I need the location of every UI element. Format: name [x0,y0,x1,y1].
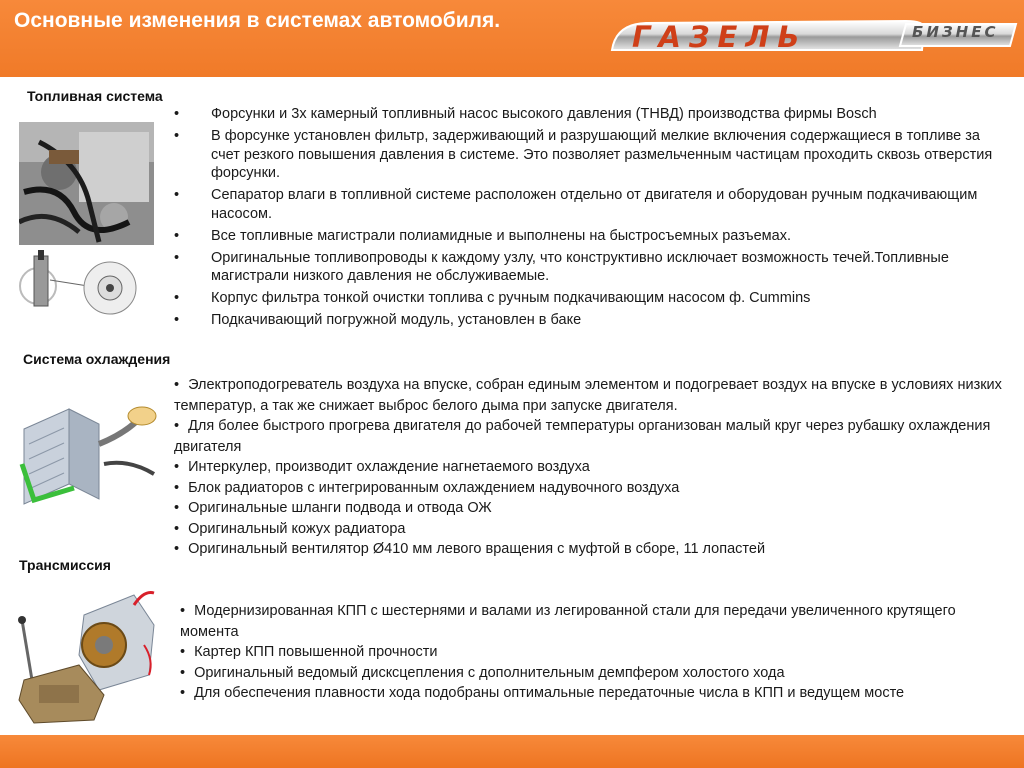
logo-sub-text: БИЗНЕС [912,23,999,41]
footer-bar [0,735,1024,768]
bullet-icon: • [180,685,186,701]
bullet-icon: • [180,664,186,681]
list-item: • Все топливные магистрали полиамидные и выполнены на быстросъемных разъемах. [174,227,791,244]
list-item: • Оригинальный вентилятор Ø410 мм левого вращения с муфтой в сборе, 11 лопастей [174,541,766,557]
list-item: • В форсунке установлен фильтр, задерживающий и разрушающий мелкие включения содержащиеся в топливе за счет резкого повышения давления в системе. Это позволяет размельченным частицам проходить сквозь отверстия форсунки. [174,128,993,181]
list-item: • Форсунки и 3х камерный топливный насос высокого давления (ТНВД) производства фирмы Bosch [174,106,877,122]
list-item: • Для более быстрого прогрева двигателя до рабочей температуры организован малый круг через рубашку охлаждения двигателя [174,418,991,455]
fuel-bullet-list [174,105,1004,333]
list-item: • Интеркулер, производит охлаждение нагнетаемого воздуха [174,459,590,475]
list-item: • Оригинальный кожух радиатора [174,520,406,537]
logo-main-text: ГАЗЕЛЬ [632,20,808,54]
bullet-icon: • [180,603,186,619]
engine-photo [19,122,154,245]
bullet-icon: • [174,249,180,266]
page-title: Основные изменения в системах автомобиля. [14,9,501,32]
header-bar [0,0,1024,77]
bullet-icon: • [180,644,186,660]
list-item: • Модернизированная КПП с шестернями и валами из легированной стали для передачи увеличенного крутящего момента [180,603,956,640]
bullet-icon: • [174,459,180,475]
bullet-icon: • [174,520,180,537]
bullet-icon: • [174,106,180,122]
radiator-assembly [14,404,164,509]
list-item: • Оригинальные топливопроводы к каждому узлу, что конструктивно исключает возможность течей.Топливные магистрали низкого давления не обслуживаемые. [174,249,949,284]
bullet-icon: • [174,377,180,393]
bullet-icon: • [174,227,180,244]
bullet-icon: • [174,418,180,434]
list-item: • Корпус фильтра тонкой очистки топлива с ручным подкачивающим насосом ф. Cummins [174,290,811,306]
bullet-icon: • [174,290,180,306]
bullet-icon: • [174,541,180,557]
transmission-bullet-list [180,601,1005,704]
list-item: • Блок радиаторов с интегрированным охлаждением надувочного воздуха [174,479,680,496]
transmission-section-title: Трансмиссия [19,557,111,573]
fuel-section-title: Топливная система [27,88,163,104]
bullet-icon: • [174,187,180,203]
bullet-icon: • [174,479,180,496]
list-item: • Картер КПП повышенной прочности [180,644,438,660]
cooling-bullet-list [174,375,1004,560]
cooling-section-title: Система охлаждения [23,351,171,367]
gearbox-assembly [14,585,166,725]
list-item: • Сепаратор влаги в топливной системе расположен отдельно от двигателя и оборудован ручным подкачивающим насосом. [174,187,978,222]
list-item: • Электроподогреватель воздуха на впуске, собран единым элементом и подогревает воздух на впуске в условиях низких температур, а так же снижает выброс белого дыма при запуске двигателя. [174,377,1002,414]
bullet-icon: • [174,500,180,516]
list-item: • Оригинальные шланги подвода и отвода ОЖ [174,500,492,516]
list-item: • Оригинальный ведомый дискcцепления с дополнительным демпфером холостого хода [180,664,785,681]
bullet-icon: • [174,128,180,144]
list-item: • Для обеспечения плавности хода подобраны оптимальные передаточные числа в КПП и ведущем мосте [180,685,905,701]
bullet-icon: • [174,312,180,328]
injector-drawing [18,250,158,322]
list-item: • Подкачивающий погружной модуль, установлен в баке [174,312,582,328]
